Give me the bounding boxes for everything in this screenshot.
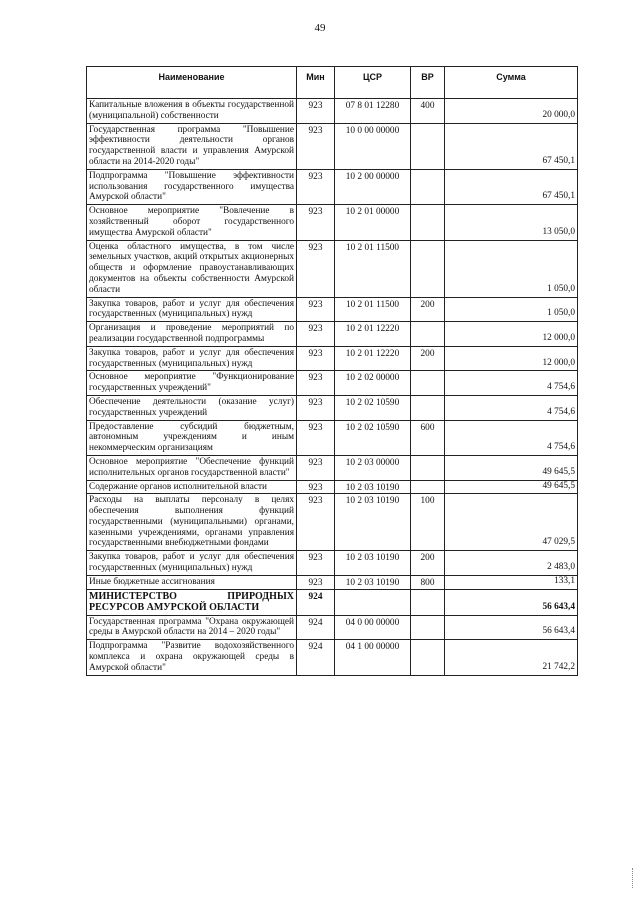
cell-name: Обеспечение деятельности (оказание услуг) государственных учреждений <box>87 395 297 420</box>
header-min: Мин <box>297 67 335 99</box>
cell-sum: 12 000,0 <box>445 322 578 347</box>
cell-csr: 10 2 03 10190 <box>335 480 411 494</box>
cell-sum: 2 483,0 <box>445 551 578 576</box>
table-row <box>87 494 578 551</box>
cell-name: Основное мероприятие "Обеспечение функций исполнительных органов государственной власти" <box>87 455 297 480</box>
cell-sum: 4 754,6 <box>445 371 578 396</box>
cell-name: Закупка товаров, работ и услуг для обеспечения государственных (муниципальных) нужд <box>87 297 297 322</box>
cell-csr: 04 0 00 00000 <box>335 615 411 640</box>
table-row <box>87 346 578 371</box>
cell-min: 923 <box>297 455 335 480</box>
cell-sum: 13 050,0 <box>445 205 578 240</box>
cell-vr <box>411 322 445 347</box>
cell-vr <box>411 480 445 494</box>
cell-name: Основное мероприятие "Вовлечение в хозяйственный оборот государственного имущества Амурской области" <box>87 205 297 240</box>
cell-vr <box>411 395 445 420</box>
cell-vr <box>411 615 445 640</box>
cell-csr: 10 2 03 10190 <box>335 494 411 551</box>
cell-sum: 56 643,4 <box>445 589 578 615</box>
table-body <box>87 99 578 676</box>
table-row <box>87 575 578 589</box>
cell-min: 924 <box>297 640 335 675</box>
ministry-row <box>87 589 578 615</box>
header-vr: ВР <box>411 67 445 99</box>
table-row <box>87 640 578 675</box>
table-row <box>87 123 578 169</box>
cell-name: Расходы на выплаты персоналу в целях обеспечения выполнения функций государственными (муниципальными) органами, казенными учреждениями, органами управления государственными внебюджетными фондами <box>87 494 297 551</box>
cell-vr <box>411 169 445 204</box>
cell-sum: 12 000,0 <box>445 346 578 371</box>
cell-name: Подпрограмма "Повышение эффективности использования государственного имущества Амурской области" <box>87 169 297 204</box>
cell-name: Государственная программа "Повышение эффективности деятельности органов государственной власти и управления Амурской области на 2014-2020 годы" <box>87 123 297 169</box>
cell-name: Содержание органов исполнительной власти <box>87 480 297 494</box>
cell-sum: 49 645,5 <box>445 455 578 480</box>
page-number: 49 <box>314 22 326 34</box>
cell-name: Подпрограмма "Развитие водохозяйственного комплекса и охрана окружающей среды в Амурской области" <box>87 640 297 675</box>
cell-name: Оценка областного имущества, в том числе земельных участков, акций открытых акционерных обществ и оформление правоустанавливающих документов на объекты собственности Амурской области <box>87 240 297 297</box>
cell-sum: 20 000,0 <box>445 99 578 124</box>
cell-csr: 10 0 00 00000 <box>335 123 411 169</box>
cell-sum: 56 643,4 <box>445 615 578 640</box>
cell-min: 923 <box>297 205 335 240</box>
cell-name: Иные бюджетные ассигнования <box>87 575 297 589</box>
cell-sum: 1 050,0 <box>445 297 578 322</box>
cell-name: Государственная программа "Охрана окружающей среды в Амурской области на 2014 – 2020 годы" <box>87 615 297 640</box>
cell-csr: 10 2 03 00000 <box>335 455 411 480</box>
cell-min: 923 <box>297 371 335 396</box>
cell-name: Основное мероприятие "Функционирование государственных учреждений" <box>87 371 297 396</box>
cell-csr: 10 2 00 00000 <box>335 169 411 204</box>
cell-vr: 600 <box>411 420 445 455</box>
cell-sum: 67 450,1 <box>445 123 578 169</box>
budget-table-container <box>86 66 577 676</box>
cell-csr: 07 8 01 12280 <box>335 99 411 124</box>
cell-vr <box>411 640 445 675</box>
cell-csr: 10 2 01 00000 <box>335 205 411 240</box>
table-row <box>87 551 578 576</box>
cell-min: 923 <box>297 322 335 347</box>
cell-csr: 10 2 03 10190 <box>335 575 411 589</box>
table-row <box>87 455 578 480</box>
cell-min: 923 <box>297 494 335 551</box>
cell-min: 923 <box>297 297 335 322</box>
cell-name: МИНИСТЕРСТВО ПРИРОДНЫХ РЕСУРСОВ АМУРСКОЙ ОБЛАСТИ <box>87 589 297 615</box>
table-row <box>87 99 578 124</box>
cell-sum: 133,1 <box>445 575 578 589</box>
cell-vr <box>411 371 445 396</box>
cell-min: 923 <box>297 575 335 589</box>
cell-sum: 21 742,2 <box>445 640 578 675</box>
table-row <box>87 297 578 322</box>
table-row <box>87 615 578 640</box>
cell-csr: 10 2 02 10590 <box>335 420 411 455</box>
table-row <box>87 169 578 204</box>
cell-min: 923 <box>297 346 335 371</box>
cell-sum: 49 645,5 <box>445 480 578 494</box>
header-sum: Сумма <box>445 67 578 99</box>
cell-vr <box>411 123 445 169</box>
budget-table <box>86 66 578 676</box>
cell-csr: 10 2 01 11500 <box>335 240 411 297</box>
cell-csr <box>335 589 411 615</box>
cell-vr <box>411 589 445 615</box>
cell-vr: 200 <box>411 297 445 322</box>
cell-min: 924 <box>297 615 335 640</box>
cell-min: 923 <box>297 99 335 124</box>
cell-csr: 10 2 02 00000 <box>335 371 411 396</box>
table-row <box>87 420 578 455</box>
cell-sum: 47 029,5 <box>445 494 578 551</box>
cell-min: 924 <box>297 589 335 615</box>
cell-min: 923 <box>297 123 335 169</box>
cell-vr: 200 <box>411 551 445 576</box>
cell-csr: 10 2 03 10190 <box>335 551 411 576</box>
table-row <box>87 480 578 494</box>
header-csr: ЦСР <box>335 67 411 99</box>
cell-vr <box>411 205 445 240</box>
cell-csr: 10 2 01 12220 <box>335 346 411 371</box>
cell-sum: 67 450,1 <box>445 169 578 204</box>
cell-csr: 04 1 00 00000 <box>335 640 411 675</box>
cell-min: 923 <box>297 395 335 420</box>
cell-vr: 100 <box>411 494 445 551</box>
cell-name: Закупка товаров, работ и услуг для обеспечения государственных (муниципальных) нужд <box>87 551 297 576</box>
cell-min: 923 <box>297 551 335 576</box>
cell-min: 923 <box>297 480 335 494</box>
cell-name: Закупка товаров, работ и услуг для обеспечения государственных (муниципальных) нужд <box>87 346 297 371</box>
cell-csr: 10 2 02 10590 <box>335 395 411 420</box>
cell-sum: 1 050,0 <box>445 240 578 297</box>
cell-sum: 4 754,6 <box>445 395 578 420</box>
table-row <box>87 371 578 396</box>
cell-min: 923 <box>297 240 335 297</box>
table-header-row <box>87 67 578 99</box>
table-row <box>87 322 578 347</box>
cell-csr: 10 2 01 11500 <box>335 297 411 322</box>
scan-mark <box>632 868 635 888</box>
cell-vr <box>411 240 445 297</box>
cell-vr: 400 <box>411 99 445 124</box>
cell-vr: 200 <box>411 346 445 371</box>
cell-name: Капитальные вложения в объекты государственной (муниципальной) собственности <box>87 99 297 124</box>
table-row <box>87 395 578 420</box>
cell-name: Предоставление субсидий бюджетным, автономным учреждениям и иным некоммерческим организациям <box>87 420 297 455</box>
cell-vr <box>411 455 445 480</box>
cell-min: 923 <box>297 169 335 204</box>
cell-csr: 10 2 01 12220 <box>335 322 411 347</box>
cell-vr: 800 <box>411 575 445 589</box>
cell-min: 923 <box>297 420 335 455</box>
cell-sum: 4 754,6 <box>445 420 578 455</box>
header-name: Наименование <box>87 67 297 99</box>
cell-name: Организация и проведение мероприятий по реализации государственной подпрограммы <box>87 322 297 347</box>
table-row <box>87 240 578 297</box>
table-row <box>87 205 578 240</box>
